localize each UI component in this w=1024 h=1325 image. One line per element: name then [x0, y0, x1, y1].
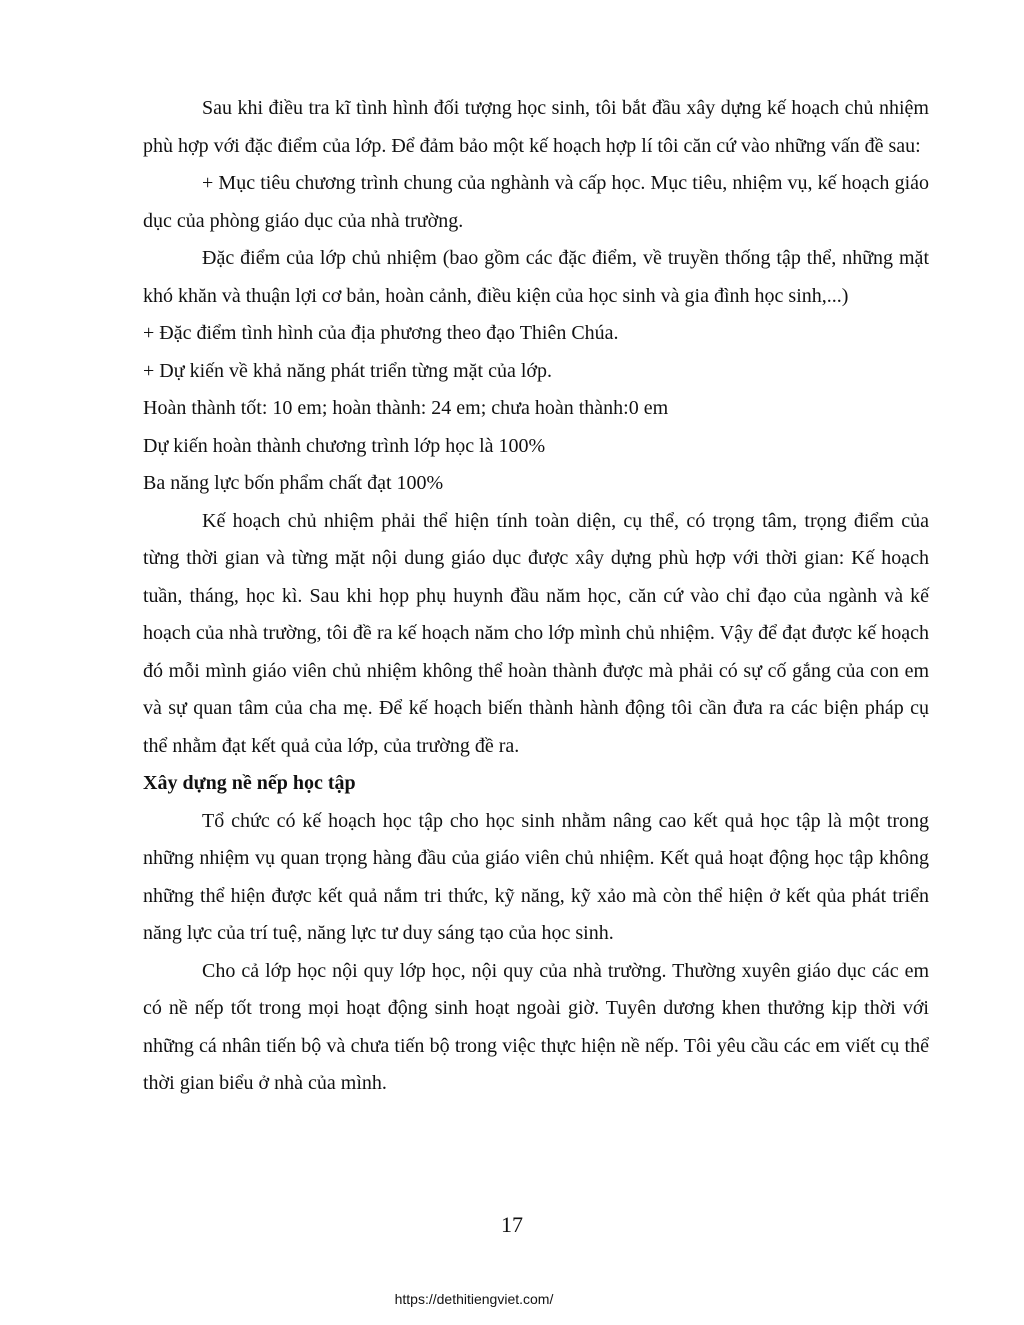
paragraph-program-forecast: Dự kiến hoàn thành chương trình lớp học là 100% [143, 434, 546, 457]
page-number: 17 [501, 1212, 523, 1237]
paragraph-study-plan: Tổ chức có kế hoạch học tập cho học sinh nhằm nâng cao kết quả học tập là một trong những nhiệm vụ quan trọng hàng đầu của giáo viên chủ nhiệm. Kết quả hoạt động học tập không những thể hiện được kết quả nắm tri thức, kỹ năng, kỹ xảo mà còn thể hiện ở kết qủa phát triển năng lực của trí tuệ, năng lực tư duy sáng tạo của học sinh. [143, 809, 929, 944]
paragraph-local-characteristics: + Đặc điểm tình hình của địa phương theo đạo Thiên Chúa. [143, 322, 619, 344]
paragraph-completion-stats: Hoàn thành tốt: 10 em; hoàn thành: 24 em; chưa hoàn thành:0 em [143, 397, 669, 419]
section-heading: Xây dựng nề nếp học tập [143, 772, 356, 794]
document-body [143, 90, 929, 1103]
paragraph-intro: Sau khi điều tra kĩ tình hình đối tượng học sinh, tôi bắt đầu xây dựng kế hoạch chủ nhiệm phù hợp với đặc điểm của lớp. Để đảm bảo một kế hoạch hợp lí tôi căn cứ vào những vấn đề sau: [143, 97, 929, 157]
paragraph-rules: Cho cả lớp học nội quy lớp học, nội quy của nhà trường. Thường xuyên giáo dục các em có nề nếp tốt trong mọi hoạt động sinh hoạt ngoài giờ. Tuyên dương khen thưởng kịp thời với những cá nhân tiến bộ và chưa tiến bộ trong việc thực hiện nề nếp. Tôi yêu cầu các em viết cụ thể thời gian biểu ở nhà của mình. [143, 959, 929, 1094]
paragraph-plan-requirements: Kế hoạch chủ nhiệm phải thể hiện tính toàn diện, cụ thể, có trọng tâm, trọng điểm của từng thời gian và từng mặt nội dung giáo dục được xây dựng phù hợp với thời gian: Kế hoạch tuần, tháng, học kì. Sau khi họp phụ huynh đầu năm học, căn cứ vào chỉ đạo của ngành và kế hoạch của nhà trường, tôi đề ra kế hoạch năm cho lớp mình chủ nhiệm. Vậy để đạt được kế hoạch đó mỗi mình giáo viên chủ nhiệm không thể hoàn thành được mà phải có sự cố gắng của con em và sự quan tâm của cha mẹ. Để kế hoạch biến thành hành động tôi cần đưa ra các biện pháp cụ thể nhằm đạt kết quả của lớp, của trường đề ra. [143, 509, 929, 757]
paragraph-competencies: Ba năng lực bốn phẩm chất đạt 100% [143, 472, 444, 494]
paragraph-development-forecast: + Dự kiến về khả năng phát triển từng mặt của lớp. [143, 359, 552, 382]
paragraph-objectives: + Mục tiêu chương trình chung của nghành và cấp học. Mục tiêu, nhiệm vụ, kế hoạch giáo dục của phòng giáo dục của nhà trường. [143, 172, 929, 232]
paragraph-class-characteristics: Đặc điểm của lớp chủ nhiệm (bao gồm các đặc điểm, về truyền thống tập thể, những mặt khó khăn và thuận lợi cơ bản, hoàn cảnh, điều kiện của học sinh và gia đình học sinh,...) [143, 247, 929, 307]
footer-url: https://dethitiengviet.com/ [394, 1291, 554, 1307]
